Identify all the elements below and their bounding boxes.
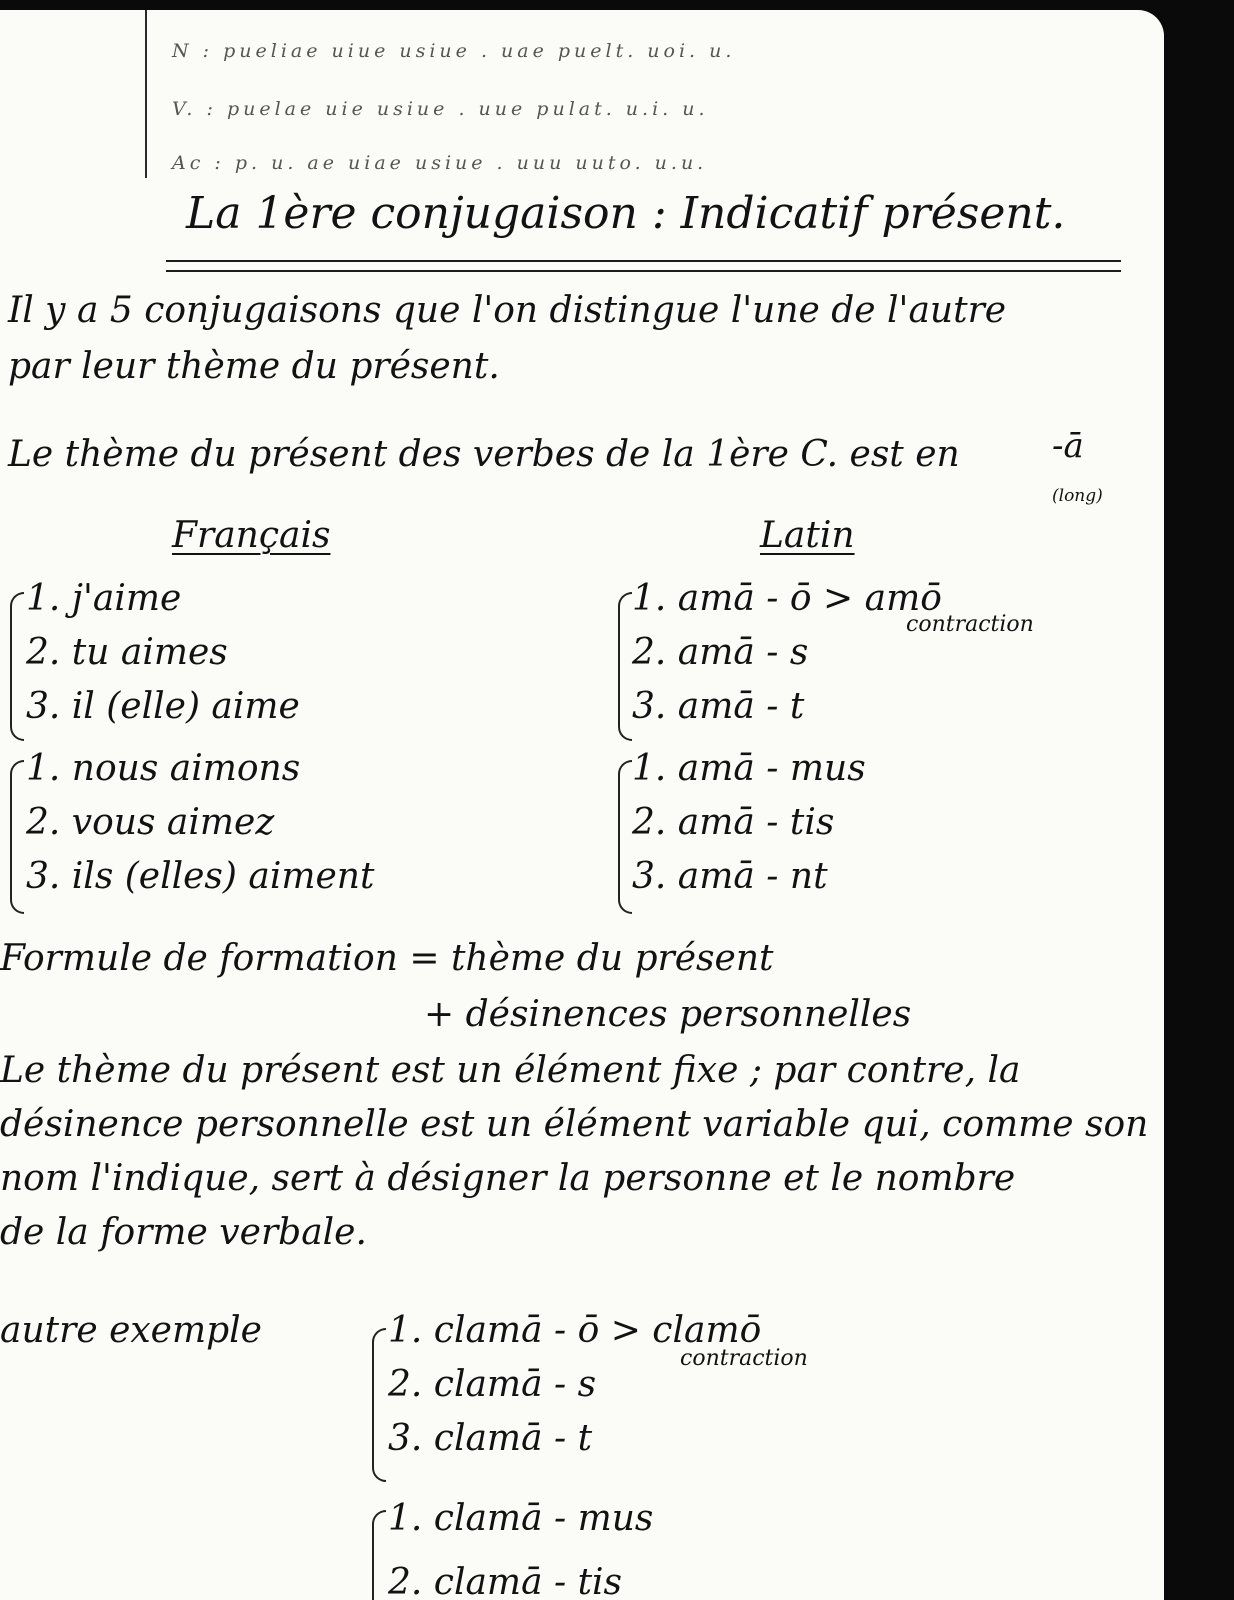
autre-exemple-label: autre exemple bbox=[0, 1310, 262, 1351]
header-line-text: : puelae uie usiue . uue pulat. u.i. u. bbox=[206, 98, 709, 120]
title-underline-2 bbox=[166, 270, 1121, 272]
title-underline-1 bbox=[166, 260, 1121, 262]
latin-singular-2: 2. amā - s bbox=[632, 632, 809, 673]
francais-singular-1: 1. j'aime bbox=[26, 578, 182, 619]
header-line-3 bbox=[172, 152, 707, 174]
brace bbox=[618, 760, 632, 914]
francais-singular-3: 3. il (elle) aime bbox=[26, 686, 300, 727]
brace bbox=[10, 592, 24, 741]
clama-plural-1: 1. clamā - mus bbox=[388, 1498, 654, 1539]
clama-plural-2: 2. clamā - tis bbox=[388, 1562, 623, 1600]
header-line-label: N bbox=[172, 40, 193, 62]
brace bbox=[372, 1510, 386, 1600]
clama-singular-2: 2. clamā - s bbox=[388, 1364, 597, 1405]
header-line-label: Ac bbox=[172, 152, 205, 174]
intro-line-1: Il y a 5 conjugaisons que l'on distingue l'une de l'autre bbox=[8, 290, 1007, 331]
header-line-1 bbox=[172, 40, 735, 62]
theme-note: (long) bbox=[1052, 486, 1103, 506]
latin-singular-1: 1. amā - ō > amō bbox=[632, 578, 942, 619]
francais-plural-3: 3. ils (elles) aiment bbox=[26, 856, 375, 897]
theme-vowel: -ā bbox=[1052, 426, 1084, 466]
clama-singular-1: 1. clamā - ō > clamō bbox=[388, 1310, 762, 1351]
notebook-page bbox=[0, 10, 1164, 1600]
latin-plural-2: 2. amā - tis bbox=[632, 802, 835, 843]
brace bbox=[618, 592, 632, 741]
latin-plural-3: 3. amā - nt bbox=[632, 856, 828, 897]
brace bbox=[10, 760, 24, 914]
intro-line-2: par leur thème du présent. bbox=[8, 346, 500, 387]
header-line-label: V. bbox=[172, 98, 197, 120]
francais-plural-1: 1. nous aimons bbox=[26, 748, 301, 789]
clama-singular-3: 3. clamā - t bbox=[388, 1418, 593, 1459]
contraction-label: contraction bbox=[680, 1346, 808, 1371]
paragraph-text: Le thème du présent est un élément fixe ; par contre, la bbox=[0, 1050, 1021, 1091]
francais-header: Français bbox=[172, 515, 331, 556]
latin-plural-1: 1. amā - mus bbox=[632, 748, 866, 789]
page-title: La 1ère conjugaison : Indicatif présent. bbox=[186, 188, 1066, 239]
paragraph-line-3: nom l'indique, sert à désigner la personne et le nombre bbox=[0, 1158, 1016, 1199]
margin-line bbox=[145, 10, 147, 178]
francais-singular-2: 2. tu aimes bbox=[26, 632, 228, 673]
latin-header: Latin bbox=[760, 515, 855, 556]
brace bbox=[372, 1328, 386, 1482]
latin-singular-3: 3. amā - t bbox=[632, 686, 805, 727]
paragraph-line-2: désinence personnelle est un élément variable qui, comme son bbox=[0, 1104, 1149, 1145]
paragraph-line-4: de la forme verbale. bbox=[0, 1212, 367, 1253]
header-line-2 bbox=[172, 98, 709, 120]
contraction-label: contraction bbox=[906, 612, 1034, 637]
header-line-text: : p. u. ae uiae usiue . uuu uuto. u.u. bbox=[214, 152, 708, 174]
formula-line-2: + désinences personnelles bbox=[424, 994, 912, 1035]
header-line-text: : pueliae uiue usiue . uae puelt. uoi. u. bbox=[202, 40, 736, 62]
francais-plural-2: 2. vous aimez bbox=[26, 802, 275, 843]
paragraph-line-1 bbox=[0, 1050, 1020, 1091]
theme-line: Le thème du présent des verbes de la 1ère C. est en bbox=[8, 434, 960, 475]
formula-line-1: Formule de formation = thème du présent bbox=[0, 938, 774, 979]
